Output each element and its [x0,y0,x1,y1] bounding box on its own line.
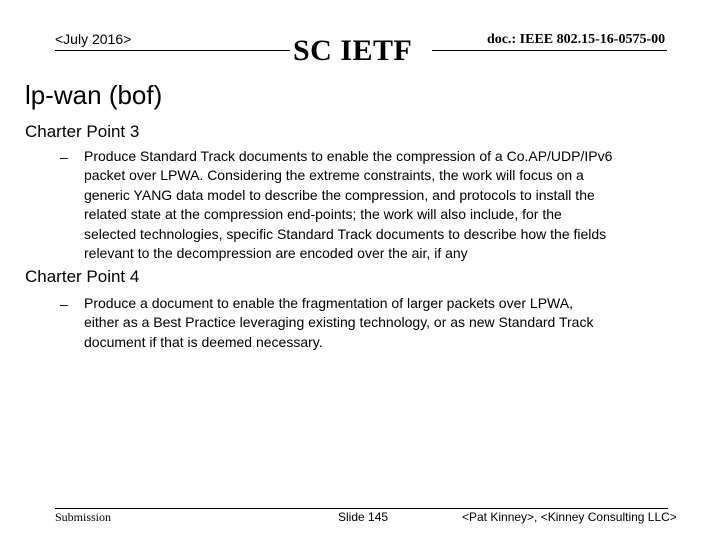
charter-point-3-body [84,147,612,263]
section-heading-charter-point-4: Charter Point 4 [25,267,140,286]
body-line: either as a Best Practice leveraging existing technology, or as new Standard Track [84,314,594,331]
footer-slide-number: Slide 145 [338,510,389,524]
bullet-dash: – [60,149,68,165]
header-doc-id: doc.: IEEE 802.15-16-0575-00 [487,32,666,47]
charter-point-4-body [84,294,593,352]
footer-rule [55,508,668,509]
body-line: document if that is deemed necessary. [84,333,323,350]
header-group: SC IETF [293,34,413,67]
body-line: packet over LPWA. Considering the extreme constraints, the work will focus on a [84,167,584,184]
slide-title: lp-wan (bof) [25,80,163,110]
header-rule-right [432,50,667,51]
body-line: generic YANG data model to describe the compression, and protocols to install the [84,186,595,203]
body-line: relevant to the decompression are encoded over the air, if any [84,245,468,262]
header-date: <July 2016> [55,31,132,47]
body-line: Produce a document to enable the fragmentation of larger packets over LPWA, [84,295,573,311]
body-line: related state at the compression end-points; the work will also include, for the [84,206,562,223]
body-line: selected technologies, specific Standard Track documents to describe how the fields [84,225,607,242]
section-heading-charter-point-3: Charter Point 3 [25,122,140,141]
bullet-dash: – [60,296,68,312]
footer-author: <Pat Kinney>, <Kinney Consulting LLC> [462,510,677,524]
body-line: Produce Standard Track documents to enable the compression of a Co.AP/UDP/IPv6 [84,148,613,164]
footer-submission: Submission [55,510,112,524]
header-rule-left [55,50,290,51]
